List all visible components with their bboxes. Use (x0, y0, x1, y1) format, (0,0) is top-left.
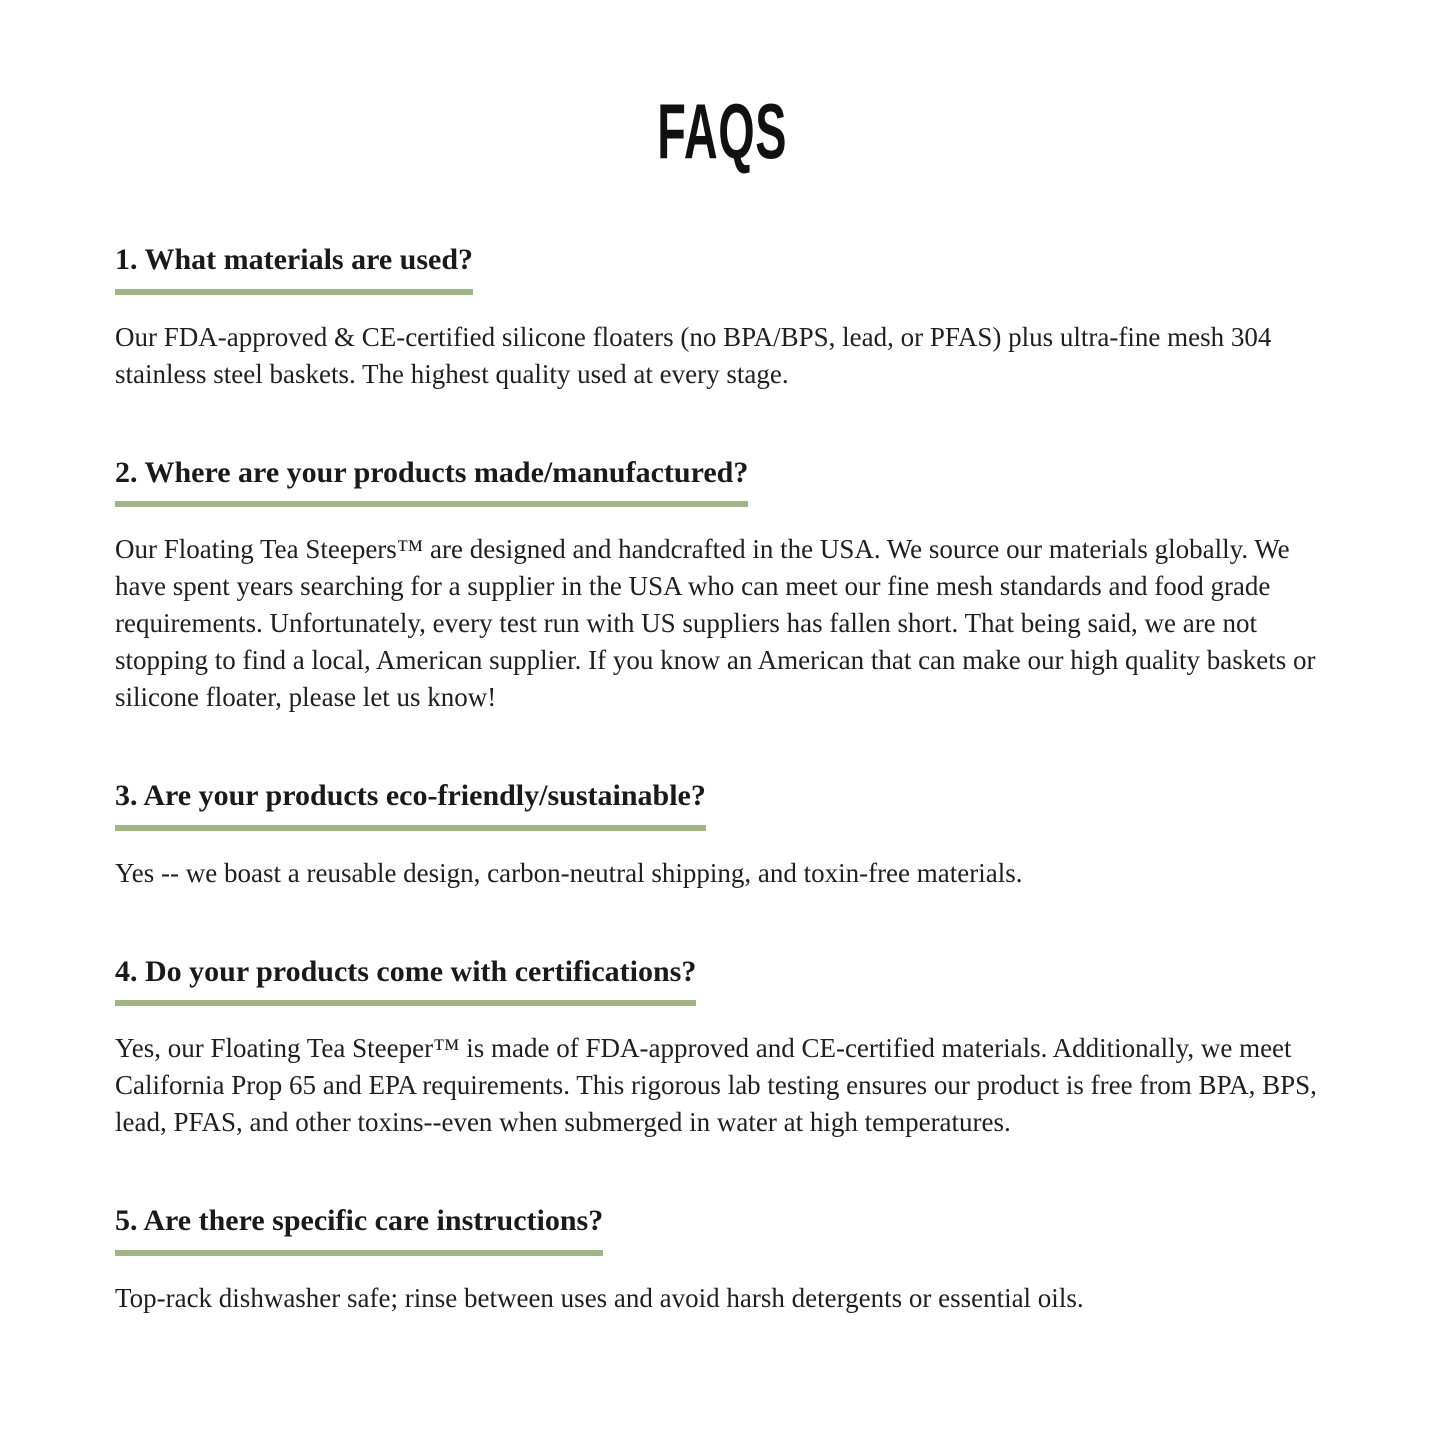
faq-answer-2: Our Floating Tea Steepers™ are designed and handcrafted in the USA. We source our materials globally. We have spent years searching for a supplier in the USA who can meet our fine mesh standards and food grade requirements. Unfortunately, every test run with US suppliers has fallen short. That being said, we are not stopping to find a local, American supplier. If you know an American that can make our high quality baskets or silicone floater, please let us know! (115, 534, 1316, 712)
faq-question-2: 2. Where are your products made/manufactured? (115, 457, 748, 508)
faq-list (115, 244, 1330, 1317)
faq-question-1: 1. What materials are used? (115, 244, 473, 295)
faq-item-5 (115, 1205, 1330, 1317)
page-title: FAQS (657, 87, 788, 175)
faq-item-1 (115, 244, 1330, 393)
faq-answer-5: Top-rack dishwasher safe; rinse between uses and avoid harsh detergents or essential oils. (115, 1282, 1084, 1313)
page-header (115, 87, 1330, 175)
faq-question-5: 5. Are there specific care instructions? (115, 1205, 603, 1256)
faq-answer-1: Our FDA-approved & CE-certified silicone floaters (no BPA/BPS, lead, or PFAS) plus ultra-fine mesh 304 stainless steel baskets. The highest quality used at every stage. (115, 321, 1272, 389)
faq-answer-3: Yes -- we boast a reusable design, carbon-neutral shipping, and toxin-free materials. (115, 857, 1023, 888)
faq-answer-4: Yes, our Floating Tea Steeper™ is made of FDA-approved and CE-certified materials. Additionally, we meet California Prop 65 and EPA requirements. This rigorous lab testing ensures our product is free from BPA, BPS, lead, PFAS, and other toxins--even when submerged in water at high temperatures. (115, 1033, 1317, 1137)
faq-question-3: 3. Are your products eco-friendly/sustainable? (115, 780, 706, 831)
faq-item-4 (115, 956, 1330, 1142)
faq-item-3 (115, 780, 1330, 892)
faq-item-2 (115, 457, 1330, 717)
faq-question-4: 4. Do your products come with certifications? (115, 956, 696, 1007)
